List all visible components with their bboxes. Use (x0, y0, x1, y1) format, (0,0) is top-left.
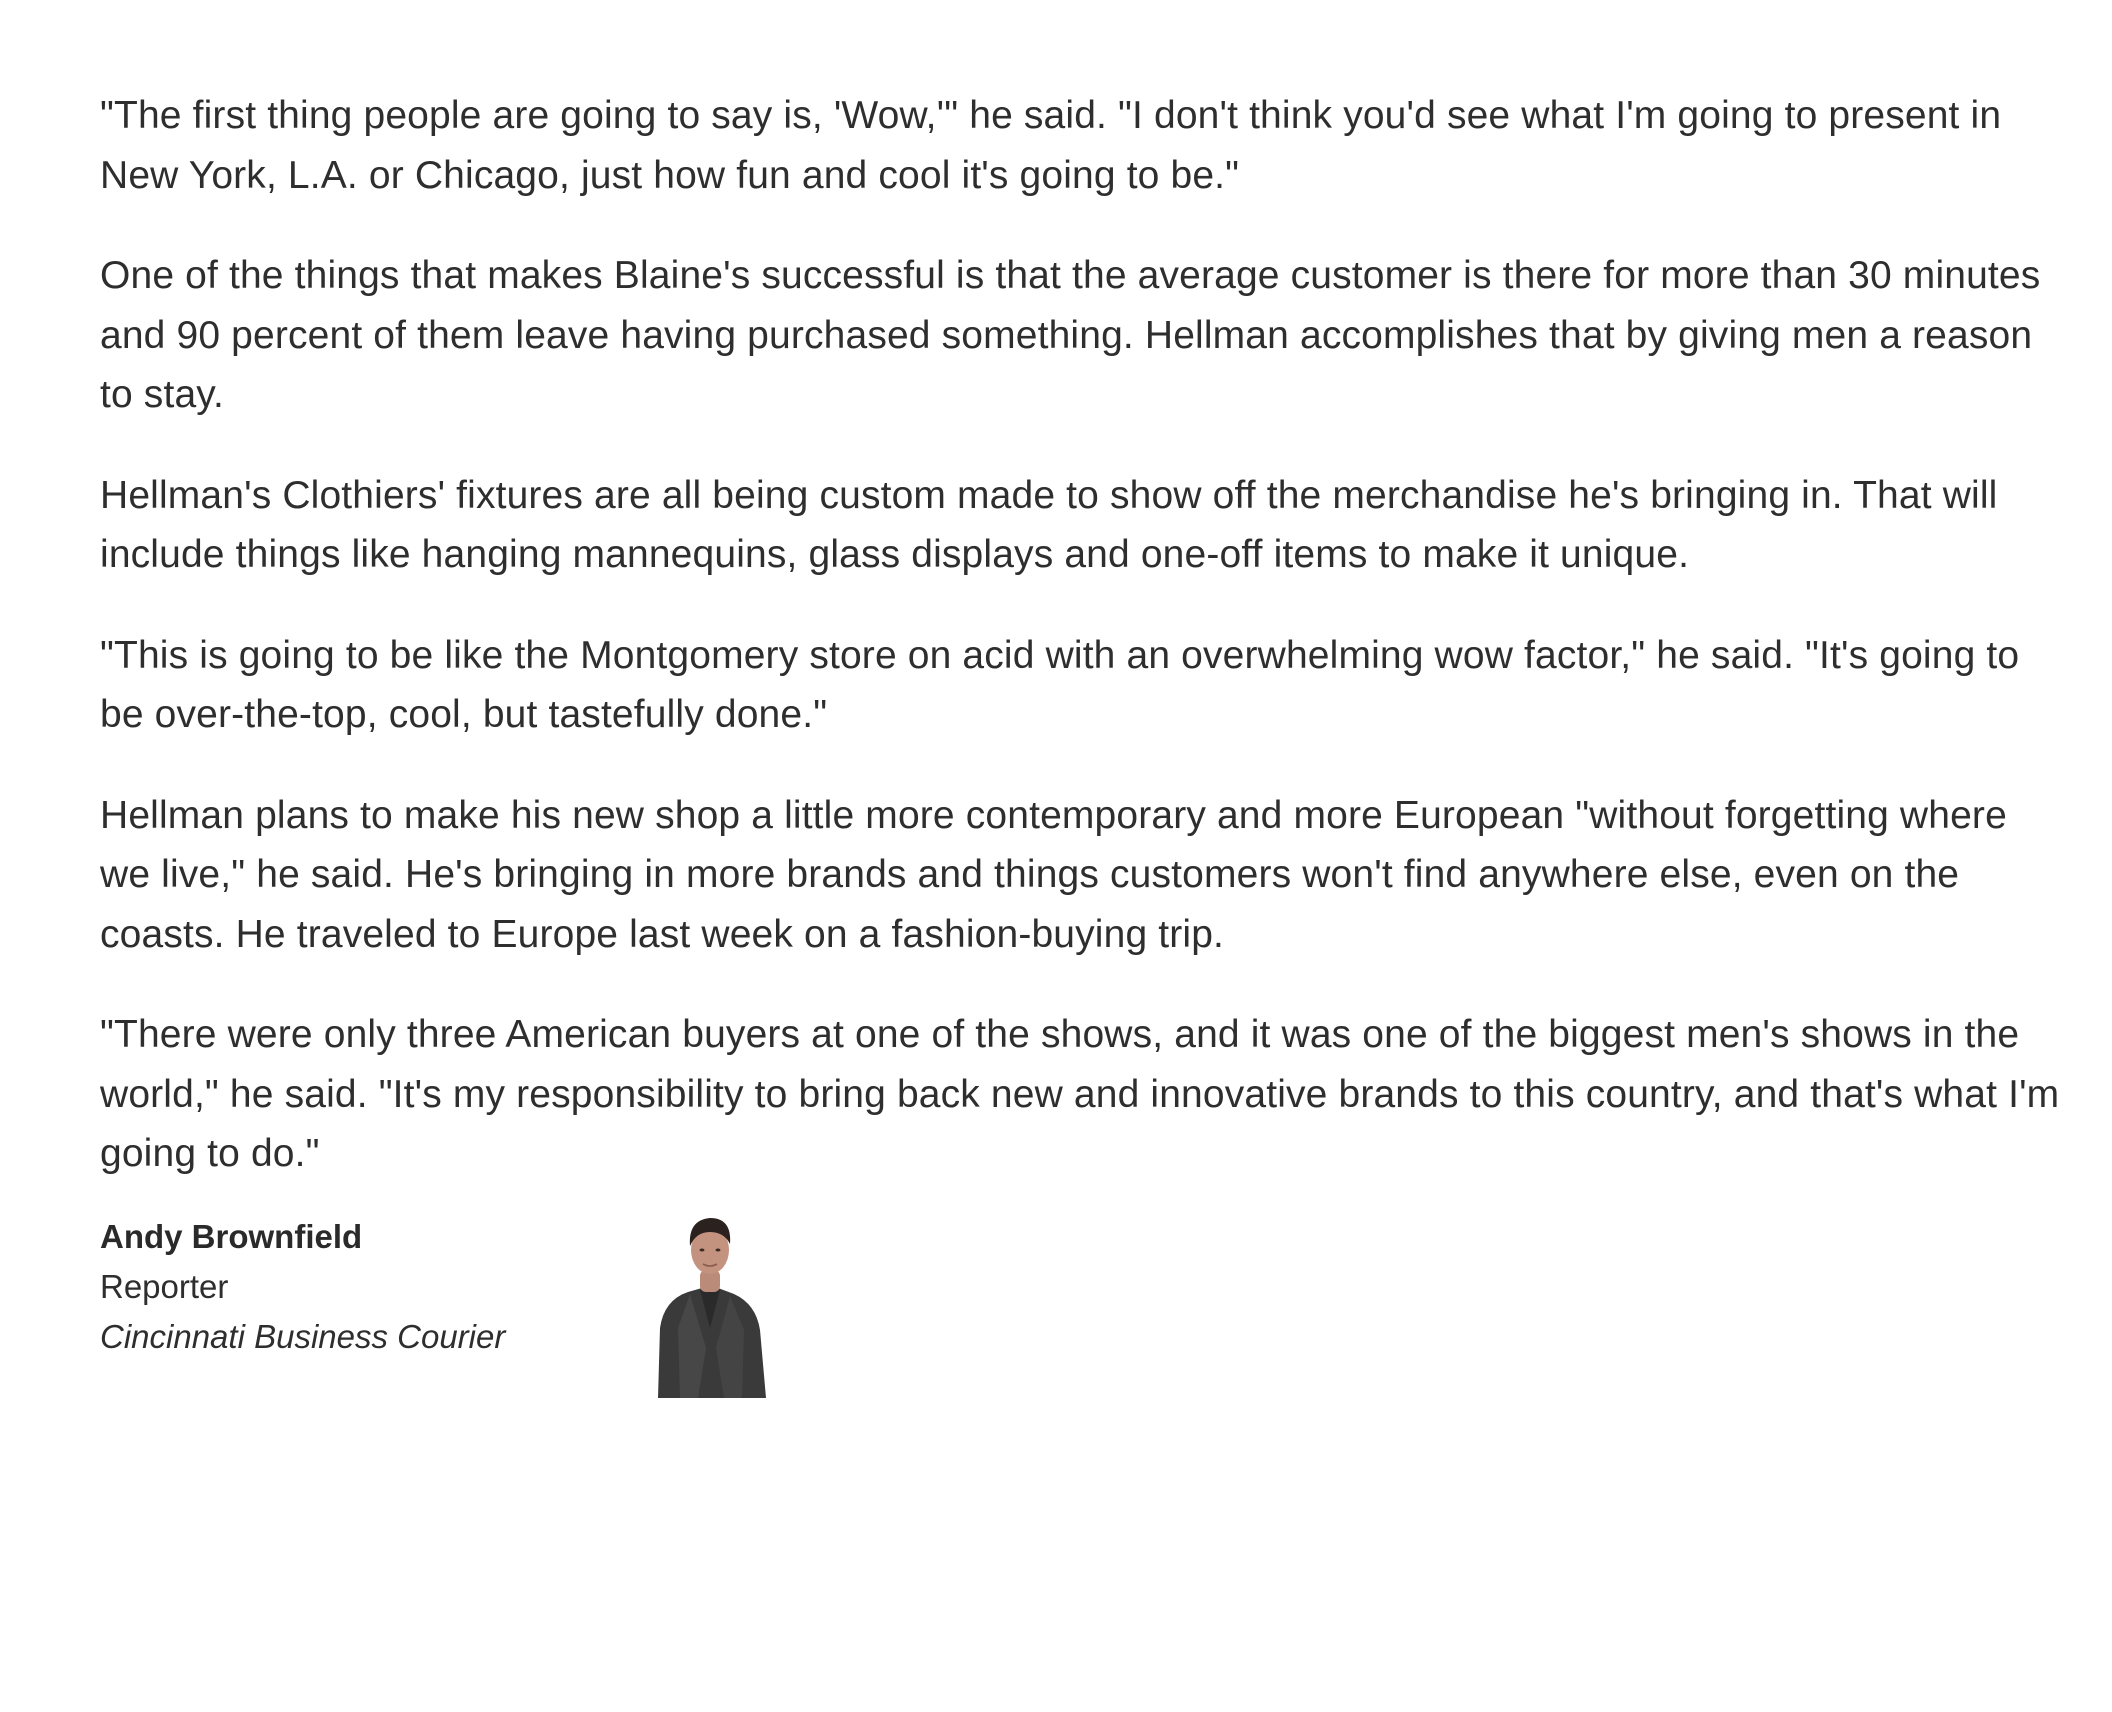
article-paragraph: Hellman plans to make his new shop a little more contemporary and more European "without forgetting where we live," he said. He's bringing in more brands and things customers won't find anywhere else, even on the coasts. He traveled to Europe last week on a fashion-buying trip. (100, 793, 2007, 956)
article-paragraph: "This is going to be like the Montgomery store on acid with an overwhelming wow factor," he said. "It's going to be over-the-top, cool, but tastefully done." (100, 633, 2020, 736)
article-paragraph: "The first thing people are going to say is, 'Wow,'" he said. "I don't think you'd see what I'm going to present in New York, L.A. or Chicago, just how fun and cool it's going to be." (100, 94, 2002, 197)
article-body (100, 86, 2060, 1225)
article-paragraph: Hellman's Clothiers' fixtures are all being custom made to show off the merchandise he's bringing in. That will include things like hanging mannequins, glass displays and one-off items to make it unique. (100, 473, 1998, 576)
author-photo (650, 1208, 770, 1398)
author-publication: Cincinnati Business Courier (100, 1318, 506, 1355)
article-paragraph: One of the things that makes Blaine's successful is that the average customer is there for more than 30 minutes and 90 percent of them leave having purchased something. Hellman accomplishes that by giving men a reason to stay. (100, 254, 2041, 416)
author-name[interactable]: Andy Brownfield (100, 1218, 363, 1255)
article-paragraph: "There were only three American buyers at one of the shows, and it was one of the biggest men's shows in the world," he said. "It's my responsibility to bring back new and innovative brands to this country, and that's what I'm going to do." (100, 1013, 2060, 1175)
author-role: Reporter (100, 1268, 229, 1305)
